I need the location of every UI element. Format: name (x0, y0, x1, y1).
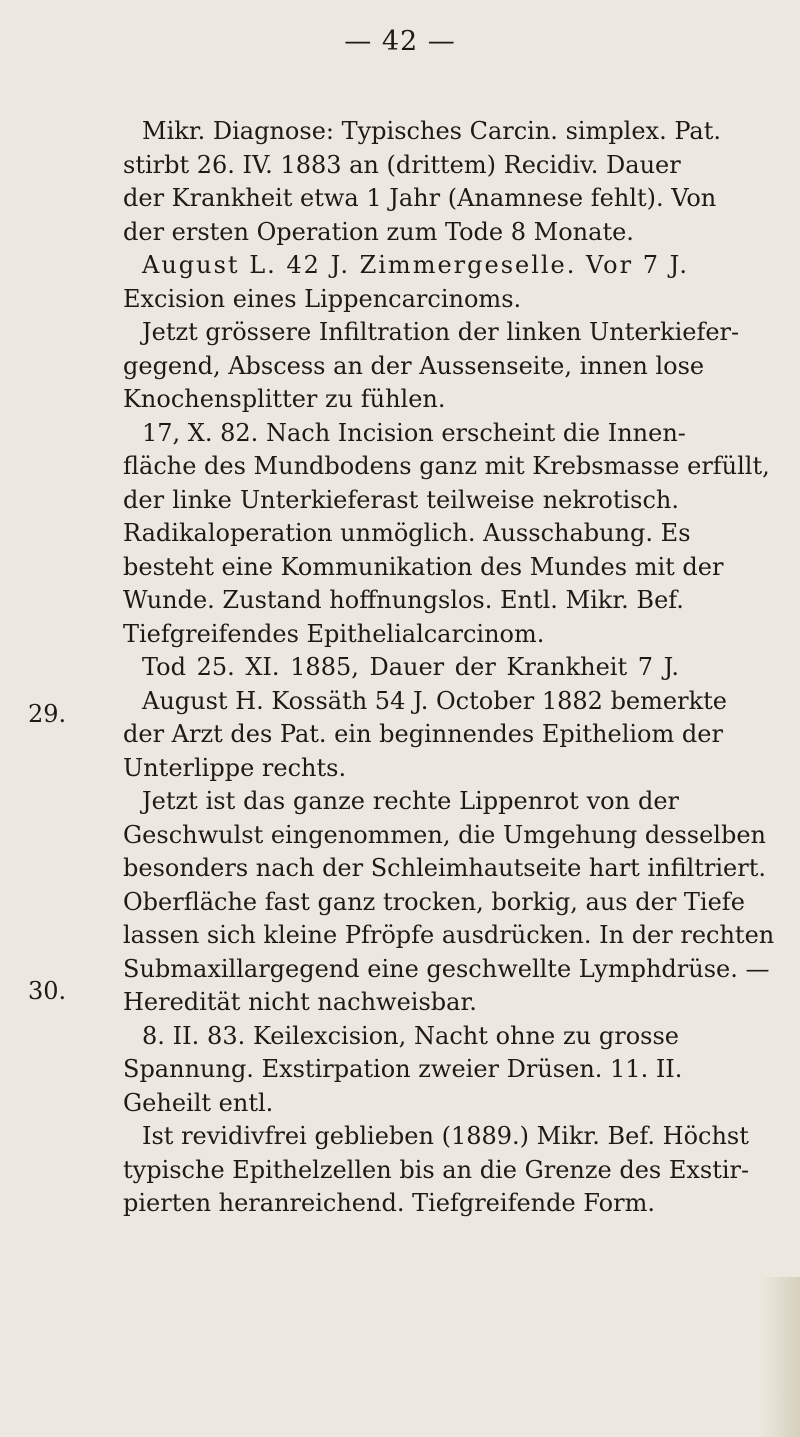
text-line: 17, X. 82. Nach Incision erscheint die Innen- (142, 419, 686, 447)
text-line: Unterlippe rechts. (123, 754, 347, 782)
text-line: August H. Kossäth 54 J. October 1882 bemerkte (142, 687, 727, 715)
text-line: typische Epithelzellen bis an die Grenze des Exstir- (123, 1156, 750, 1184)
text-line: Geschwulst eingenommen, die Umgehung desselben (123, 821, 766, 849)
text-line: Submaxillargegend eine geschwellte Lymphdrüse. — (123, 955, 770, 983)
text-line: der Krankheit etwa 1 Jahr (Anamnese fehlt). Von (123, 184, 717, 212)
text-line: lassen sich kleine Pfröpfe ausdrücken. In der rechten (123, 921, 775, 949)
text-line: Ist revidivfrei geblieben (1889.) Mikr. Bef. Höchst (142, 1122, 749, 1150)
text-line: pierten heranreichend. Tiefgreifende Form. (123, 1189, 655, 1217)
text-line: der ersten Operation zum Tode 8 Monate. (123, 218, 634, 246)
text-line: Tiefgreifendes Epithelialcarcinom. (123, 620, 545, 648)
text-line: Geheilt entl. (123, 1089, 274, 1117)
text-line: Knochensplitter zu fühlen. (123, 385, 446, 413)
text-line: besonders nach der Schleimhautseite hart infiltriert. (123, 854, 766, 882)
text-line: Wunde. Zustand hoffnungslos. Entl. Mikr. Bef. (123, 586, 684, 614)
entry-number: 29. (28, 700, 67, 728)
text-line: der Arzt des Pat. ein beginnendes Epitheliom der (123, 720, 723, 748)
paper-stain (760, 1277, 800, 1437)
text-line: Spannung. Exstirpation zweier Drüsen. 11. II. (123, 1055, 683, 1083)
text-line: Excision eines Lippencarcinoms. (123, 285, 522, 313)
entry-number: 30. (28, 977, 67, 1005)
text-line: besteht eine Kommunikation des Mundes mit der (123, 553, 724, 581)
text-line: der linke Unterkieferast teilweise nekrotisch. (123, 486, 679, 514)
text-line: Heredität nicht nachweisbar. (123, 988, 477, 1016)
text-line: Tod 25. XI. 1885, Dauer der Krankheit 7 J. (142, 653, 679, 681)
text-line: August L. 42 J. Zimmergeselle. Vor 7 J. (142, 251, 689, 279)
text-line: Jetzt ist das ganze rechte Lippenrot von der (142, 787, 679, 815)
text-line: fläche des Mundbodens ganz mit Krebsmasse erfüllt, (123, 452, 770, 480)
text-line: Radikaloperation unmöglich. Ausschabung. Es (123, 519, 691, 547)
text-line: 8. II. 83. Keilexcision, Nacht ohne zu grosse (142, 1022, 679, 1050)
text-line: gegend, Abscess an der Aussenseite, innen lose (123, 352, 705, 380)
text-line: Mikr. Diagnose: Typisches Carcin. simplex. Pat. (142, 117, 721, 145)
text-line: Jetzt grössere Infiltration der linken Unterkiefer- (142, 318, 740, 346)
page-number: — 42 — (344, 26, 456, 57)
text-line: stirbt 26. IV. 1883 an (drittem) Recidiv. Dauer (123, 151, 681, 179)
text-line: Oberfläche fast ganz trocken, borkig, aus der Tiefe (123, 888, 745, 916)
